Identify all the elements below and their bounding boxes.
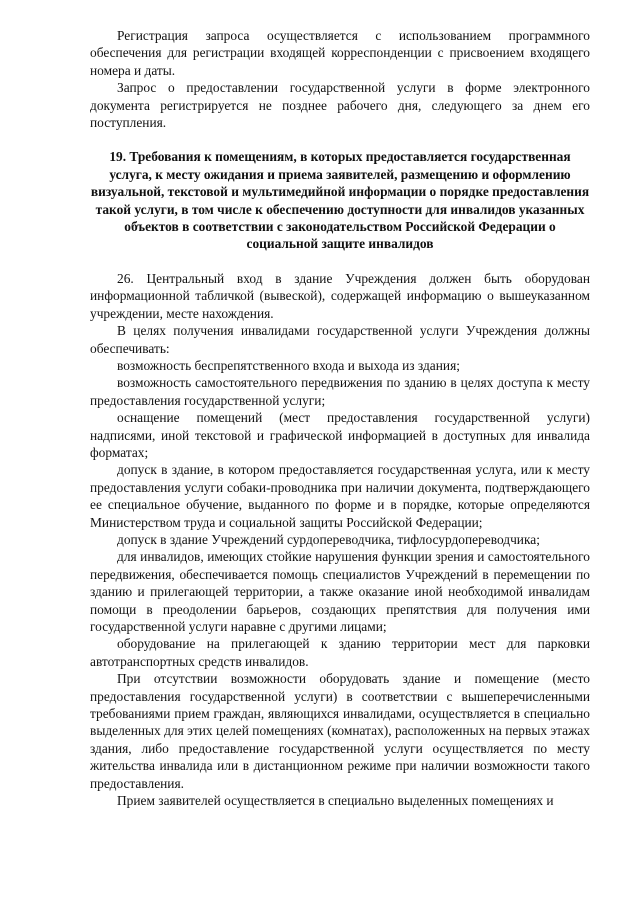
paragraph-reception-rooms: Прием заявителей осуществляется в специально выделенных помещениях и [117, 793, 554, 809]
list-item-assistance: для инвалидов, имеющих стойкие нарушения функции зрения и самостоятельного передвижения, обеспечивается помощь специалистов Учреждений в перемещении по зданию и прилегающей территории, а также оказание иной необходимой инвалидам помощи в преодолении барьеров, создающих препятствия для получения ими государственной услуги наравне с другими лицами; [90, 549, 590, 634]
paragraph-accessibility-intro: В целях получения инвалидами государственной услуги Учреждения должны обеспечивать: [90, 323, 590, 356]
list-item-interpreter: допуск в здание Учреждений сурдопереводчика, тифлосурдопереводчика; [117, 531, 540, 547]
paragraph-registration: Регистрация запроса осуществляется с использованием программного обеспечения для регистрации входящей корреспонденции с присвоением входящего номера и даты. [90, 28, 590, 78]
paragraph-electronic-request: Запрос о предоставлении государственной услуги в форме электронного документа регистрируется не позднее рабочего дня, следующего за днем его поступления. [90, 80, 590, 131]
list-item-guide-dog: допуск в здание, в котором предоставляется государственная услуга, или к месту предоставления услуги собаки-проводника при наличии документа, подтверждающего ее специальное обучение, выданного по форме и в порядке, которые определяются Министерством труда и социальной защиты Российской Федерации; [90, 462, 590, 530]
list-item-movement: возможность самостоятельного передвижения по зданию в целях доступа к месту предоставления государственной услуги; [90, 375, 590, 408]
list-item-parking: оборудование на прилегающей к зданию территории мест для парковки автотранспортных средств инвалидов. [90, 636, 590, 669]
list-item-signage: оснащение помещений (мест предоставления государственной услуги) надписями, иной текстовой и графической информацией в доступных для инвалида форматах; [90, 410, 590, 460]
list-item-entry-exit: возможность беспрепятственного входа и выхода из здания; [117, 357, 460, 373]
section-heading: 19. Требования к помещениям, в которых предоставляется государственная услуга, к месту ожидания и приема заявителей, размещению и оформлению визуальной, текстовой и мультимедийной информации о порядке предоставления такой услуги, в том числе к обеспечению доступности для инвалидов указанных объектов в соответствии с законодательством Российской Федерации о социальной защите инвалидов [90, 149, 590, 252]
paragraph-alternative-reception: При отсутствии возможности оборудовать здание и помещение (место предоставления государственной услуги) в соответствии с вышеперечисленными требованиями прием граждан, являющихся инвалидами, осуществляется в специально выделенных для этих целей помещениях (комнатах), расположенных на первых этажах здания, либо предоставление государственной услуги осуществляется по месту жительства инвалида или в дистанционном режиме при наличии возможности такого предоставления. [90, 671, 590, 791]
paragraph-central-entrance: 26. Центральный вход в здание Учреждения должен быть оборудован информационной табличкой (вывеской), содержащей информацию о вышеуказанном учреждении, месте нахождения. [90, 270, 590, 321]
